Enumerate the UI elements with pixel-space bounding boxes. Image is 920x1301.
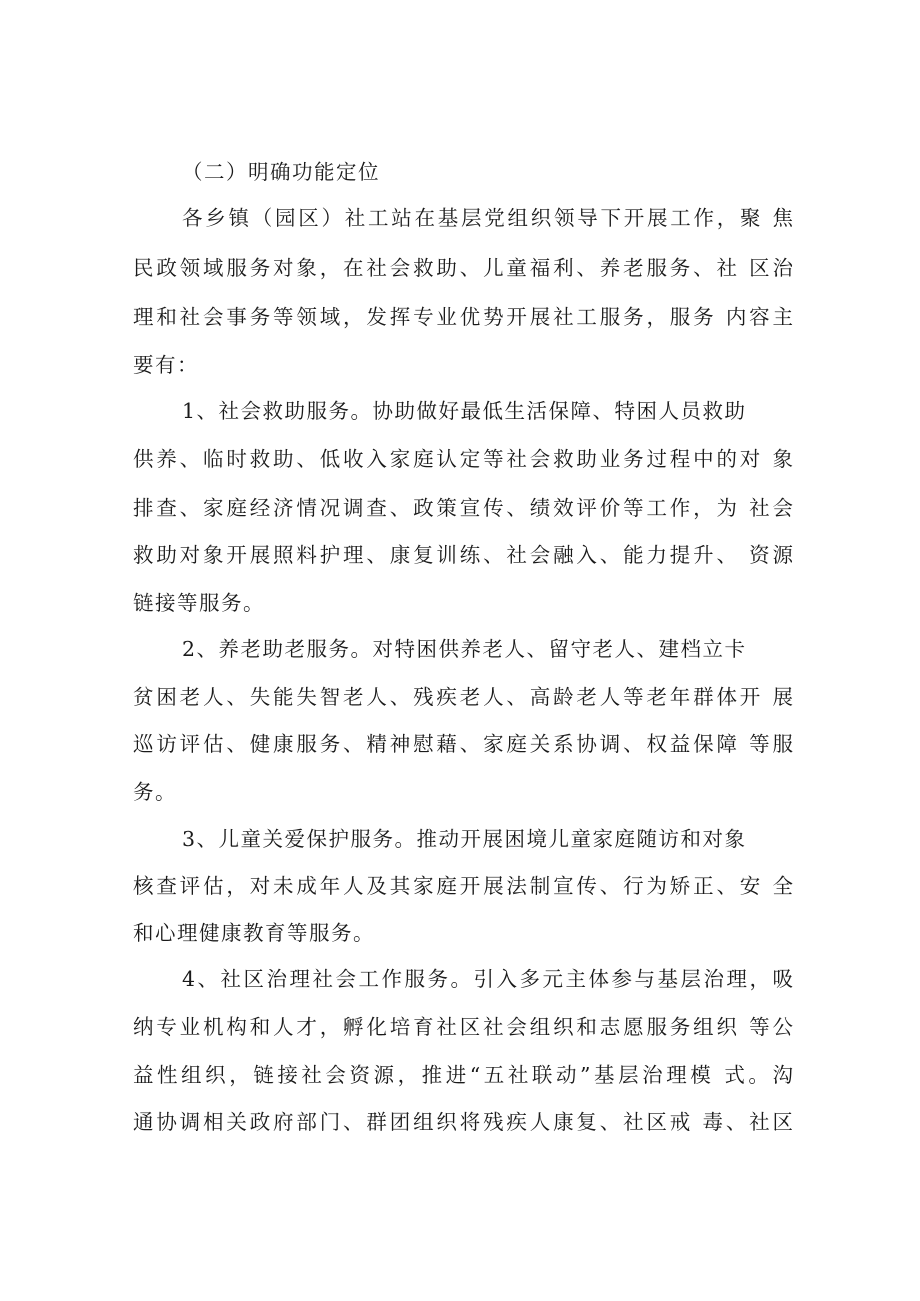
item-1-line-5: 链接等服务。 bbox=[133, 591, 265, 615]
item-4-line-1: 4、社区治理社会工作服务。引入多元主体参与基层治理，吸 bbox=[182, 967, 793, 991]
item-4-line-2: 纳专业机构和人才，孵化培育社区社会组织和志愿服务组织 等公 bbox=[133, 1015, 793, 1039]
intro-line-3: 理和社会事务等领域，发挥专业优势开展社工服务，服务 内容主 bbox=[133, 305, 793, 329]
item-3-line-3: 和心理健康教育等服务。 bbox=[133, 921, 375, 945]
item-2-line-4: 务。 bbox=[133, 780, 177, 804]
item-2-line-1: 2、养老助老服务。对特困供养老人、留守老人、建档立卡 bbox=[182, 637, 747, 661]
item-3-line-2: 核查评估，对未成年人及其家庭开展法制宣传、行为矫正、安 全 bbox=[133, 874, 793, 898]
intro-line-1: 各乡镇（园区）社工站在基层党组织领导下开展工作，聚 焦 bbox=[182, 206, 793, 230]
item-4-line-3: 益性组织，链接社会资源，推进“五社联动”基层治理模 式。沟 bbox=[133, 1063, 793, 1087]
intro-line-2: 民政领域服务对象，在社会救助、儿童福利、养老服务、社 区治 bbox=[133, 256, 793, 280]
item-4-line-4: 通协调相关政府部门、群团组织将残疾人康复、社区戒 毒、社区 bbox=[133, 1110, 793, 1134]
item-1-line-4: 救助对象开展照料护理、康复训练、社会融入、能力提升、 资源 bbox=[133, 543, 793, 567]
section-heading: （二）明确功能定位 bbox=[182, 160, 380, 184]
intro-line-4: 要有： bbox=[133, 353, 199, 377]
item-2-line-3: 巡访评估、健康服务、精神慰藉、家庭关系协调、权益保障 等服 bbox=[133, 732, 793, 756]
item-2-line-2: 贫困老人、失能失智老人、残疾老人、高龄老人等老年群体开 展 bbox=[133, 685, 793, 709]
item-3-line-1: 3、儿童关爱保护服务。推动开展困境儿童家庭随访和对象 bbox=[182, 827, 747, 851]
item-1-line-1: 1、社会救助服务。协助做好最低生活保障、特困人员救助 bbox=[182, 399, 747, 423]
item-1-line-3: 排查、家庭经济情况调查、政策宣传、绩效评价等工作，为 社会 bbox=[133, 496, 793, 520]
item-1-line-2: 供养、临时救助、低收入家庭认定等社会救助业务过程中的对 象 bbox=[133, 447, 793, 471]
